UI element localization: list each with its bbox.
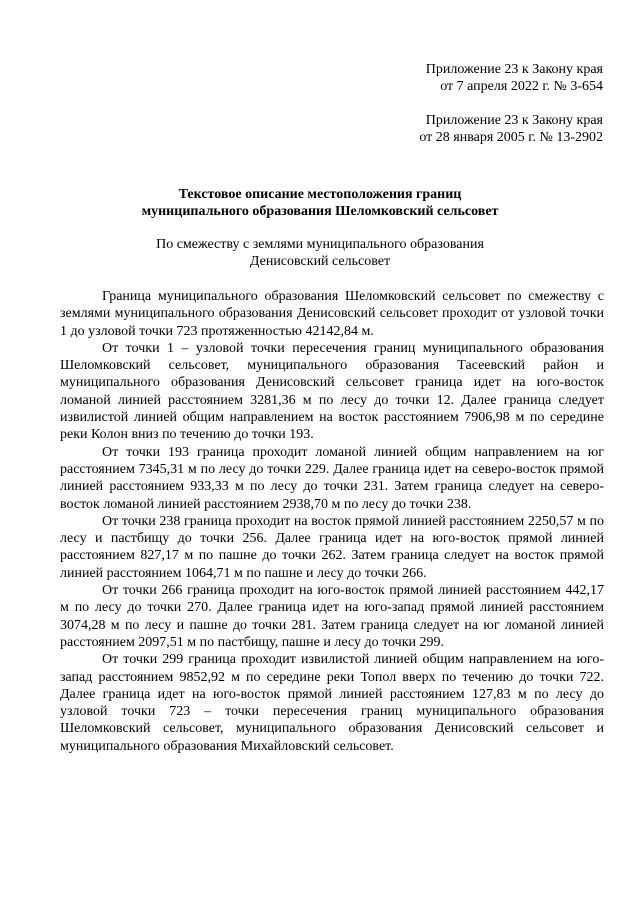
paragraph: От точки 193 граница проходит ломаной линией общим направлением на юг расстоянием 7345,31 м по лесу до точки 229. Далее граница идет на северо-восток прямой линией расстоянием 933,33 м по лесу до точки 231. Затем граница следует на северо-восток ломаной линией расстоянием 2938,70 м по лесу до точки 238.	[60, 444, 604, 512]
section-heading	[0, 236, 640, 270]
title-line-2: муниципального образования Шеломковский сельсовет	[141, 204, 499, 219]
paragraph: От точки 299 граница проходит извилистой линией общим направлением на юго-запад расстоянием 9852,92 м по середине реки Топол вверх по течению до точки 722. Далее граница идет на юго-восток прямой линией расстоянием 127,83 м по лесу до узловой точки 723 – точки пересечения границ муниципального образования Шеломковский сельсовет, муниципального образования Денисовский сельсовет и муниципального образования Михайловский сельсовет.	[60, 652, 604, 754]
paragraph: От точки 238 граница проходит на восток прямой линией расстоянием 2250,57 м по лесу и пастбищу до точки 256. Далее граница идет на юго-восток прямой линией расстоянием 827,17 м по пашне до точки 262. Затем граница следует на восток прямой линией расстоянием 1064,71 м по пашне и лесу до точки 266.	[60, 513, 604, 581]
appendix-date-line: от 7 апреля 2022 г. № 3-654	[440, 79, 603, 94]
section-heading-line-1: По смежеству с землями муниципального образования	[156, 237, 484, 252]
appendix-line: Приложение 23 к Закону края	[425, 62, 603, 77]
appendix-reference-current	[426, 61, 603, 95]
paragraph: Граница муниципального образования Шеломковский сельсовет по смежеству с землями муниципального образования Денисовский сельсовет проходит от узловой точки 1 до узловой точки 723 протяженностью 42142,84 м.	[60, 289, 604, 339]
document-title	[0, 186, 640, 220]
appendix-date-line: от 28 января 2005 г. № 13-2902	[419, 130, 603, 145]
title-line-1: Текстовое описание местоположения границ	[178, 187, 462, 202]
paragraph: От точки 1 – узловой точки пересечения границ муниципального образования Шеломковский сельсовет, муниципального образования Тасеевский район и муниципального образования Денисовский сельсовет граница идет на юго-восток ломаной линией расстоянием 3281,36 м по лесу до точки 12. Далее граница следует извилистой линией общим направлением на восток расстоянием 7906,98 м по середине реки Колон вниз по течению до точки 193.	[60, 340, 604, 443]
boundary-description	[60, 288, 604, 755]
appendix-reference-original	[419, 112, 603, 146]
section-heading-line-2: Денисовский сельсовет	[249, 254, 391, 269]
paragraph: От точки 266 граница проходит на юго-восток прямой линией расстоянием 442,17 м по лесу до точки 270. Далее граница идет на юго-запад прямой линией расстоянием 3074,28 м по лесу и пашне до точки 281. Затем граница следует на юг ломаной линией расстоянием 2097,51 м по пастбищу, пашне и лесу до точки 299.	[60, 583, 604, 650]
appendix-line: Приложение 23 к Закону края	[425, 113, 603, 128]
